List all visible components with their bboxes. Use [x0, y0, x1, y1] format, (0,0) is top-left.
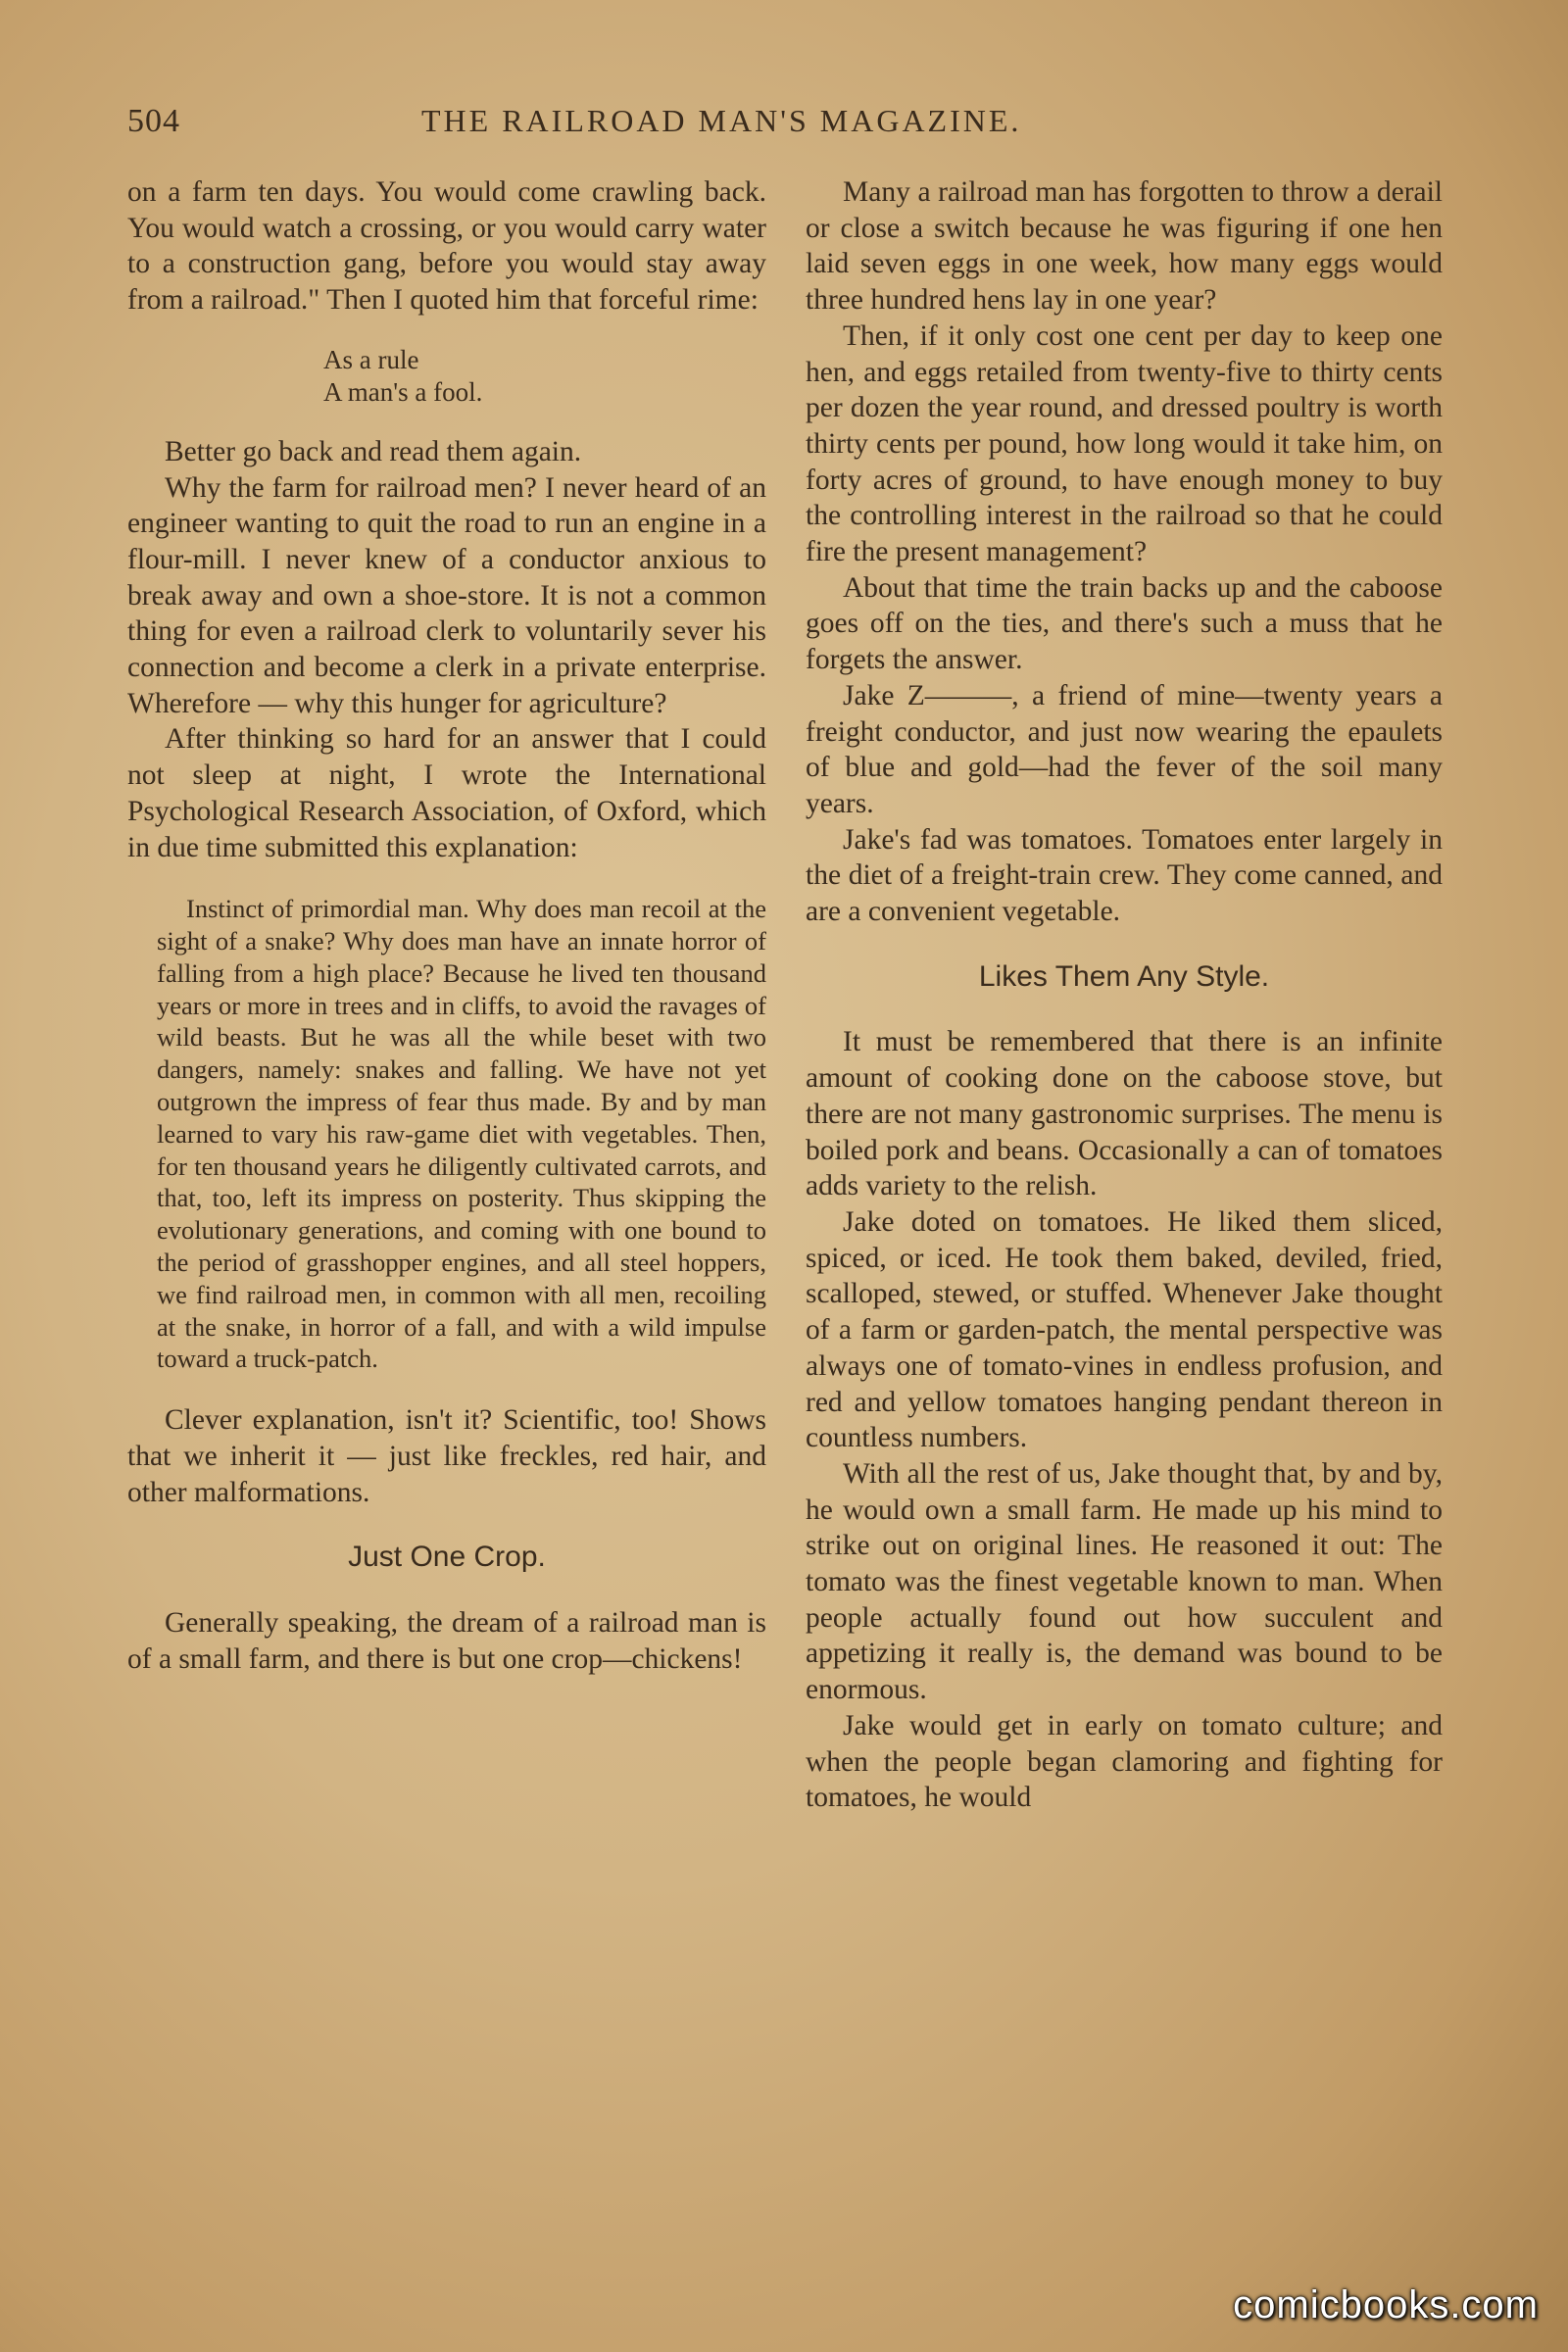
verse-line: As a rule [323, 344, 419, 374]
paragraph: Why the farm for railroad men? I never heard of an engineer wanting to quit the road to run an engine in a flour-mill. I never knew of a conductor anxious to break away and own a shoe-store. It is not a common thing for even a railroad clerk to voluntarily sever his connection and become a clerk in a private enterprise. Wherefore — why this hunger for agriculture? [127, 471, 766, 719]
watermark: comicbooks.com [1233, 2283, 1539, 2327]
paragraph: After thinking so hard for an answer that I could not sleep at night, I wrote the International Psychological Research Association, of Oxford, which in due time submitted this explanation: [127, 723, 766, 863]
section-heading: Likes Them Any Style. [978, 959, 1270, 993]
left-column [127, 174, 766, 2242]
block-quote [157, 893, 766, 1375]
paragraph: Better go back and read them again. [165, 435, 582, 467]
section-heading: Just One Crop. [348, 1541, 546, 1574]
paragraph: on a farm ten days. You would come crawling back. You would watch a crossing, or you would carry water to a construction gang, before you would stay away from a railroad." Then I quoted him that forceful rime: [127, 176, 766, 317]
paragraph: About that time the train backs up and the caboose goes off on the ties, and there's such a muss that he forgets the answer. [806, 571, 1443, 676]
running-head: THE RAILROAD MAN'S MAGAZINE. [421, 103, 1022, 138]
page-header [127, 103, 1147, 152]
paragraph: Then, if it only cost one cent per day to keep one hen, and eggs retailed from twenty-five to thirty cents per dozen the year round, and dressed poultry is worth thirty cents per pound, how long would it take him, on forty acres of ground, to have enough money to buy the controlling interest in the railroad so that he could fire the present management? [806, 319, 1443, 568]
paragraph: Clever explanation, isn't it? Scientific, too! Shows that we inherit it — just like freckles, red hair, and other malformations. [127, 1404, 766, 1508]
paragraph: Jake would get in early on tomato culture; and when the people began clamoring and fighting for tomatoes, he would [806, 1709, 1443, 1814]
verse-line: A man's a fool. [323, 376, 483, 407]
right-column [806, 174, 1443, 2242]
paragraph: Many a railroad man has forgotten to throw a derail or close a switch because he was figuring if one hen laid seven eggs in one week, how many eggs would three hundred hens lay in one year? [806, 176, 1443, 317]
paragraph: It must be remembered that there is an infinite amount of cooking done on the caboose stove, but there are not many gastronomic surprises. The menu is boiled pork and beans. Occasionally a can of tomatoes adds variety to the relish. [806, 1026, 1443, 1202]
quote-text: Instinct of primordial man. Why does man recoil at the sight of a snake? Why does man have an innate horror of falling from a high place? Because he lived ten thousand years or more in trees and in cliffs, to avoid the ravages of wild beasts. But he was all the while beset with two dangers, namely: snakes and falling. We have not yet outgrown the impress of fear thus made. By and by man learned to vary his raw-game diet with vegetables. Then, for ten thousand years he diligently cultivated carrots, and that, too, left its impress on posterity. Thus skipping the evolutionary generations, and coming with one bound to the period of grasshopper engines, and all steel hoppers, we find railroad men, in common with all men, recoiling at the snake, in horror of a fall, and with a wild impulse toward a truck-patch. [157, 894, 766, 1374]
page-number: 504 [127, 103, 180, 139]
paragraph: Jake's fad was tomatoes. Tomatoes enter largely in the diet of a freight-train crew. They come canned, and are a convenient vegetable. [806, 823, 1443, 928]
verse [323, 344, 766, 409]
paragraph: Generally speaking, the dream of a railroad man is of a small farm, and there is but one crop—chickens! [127, 1607, 766, 1675]
paragraph: With all the rest of us, Jake thought that, by and by, he would own a small farm. He made up his mind to strike out on original lines. He reasoned it out: The tomato was the finest vegetable known to man. When people actually found out how succulent and appetizing it really is, the demand was bound to be enormous. [806, 1457, 1443, 1706]
paragraph: Jake doted on tomatoes. He liked them sliced, spiced, or iced. He took them baked, deviled, fried, scalloped, stewed, or stuffed. Whenever Jake thought of a farm or garden-patch, the mental perspective was always one of tomato-vines in endless profusion, and red and yellow tomatoes hanging pendant thereon in countless numbers. [806, 1205, 1443, 1454]
paragraph: Jake Z———, a friend of mine—twenty years a freight conductor, and just now wearing the epaulets of blue and gold—had the fever of the soil many years. [806, 679, 1443, 819]
